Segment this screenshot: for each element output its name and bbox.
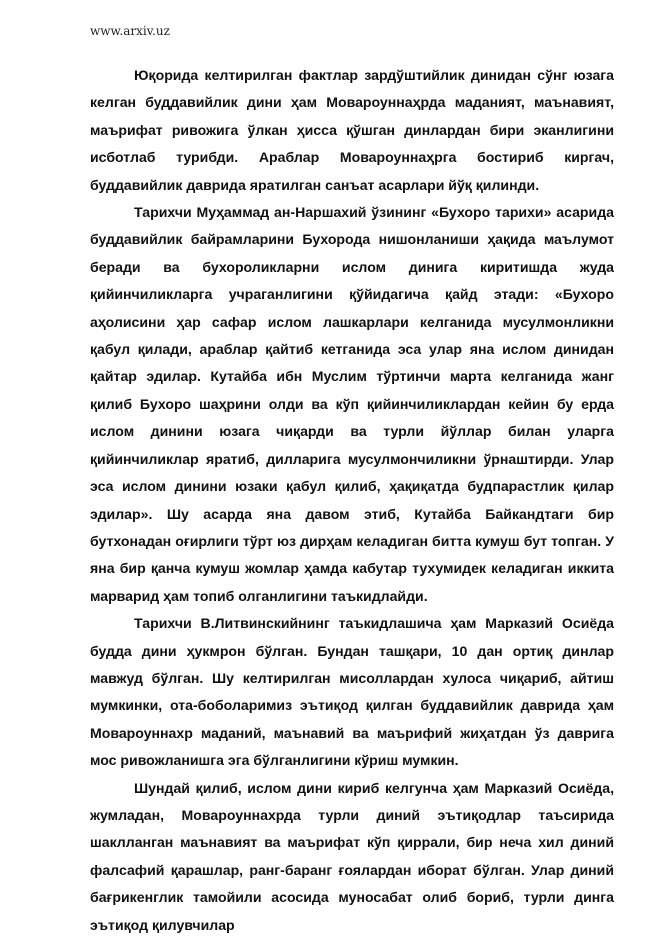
site-url: www.arxiv.uz bbox=[90, 24, 170, 38]
document-body bbox=[90, 62, 614, 939]
paragraph-2: Тарихчи Муҳаммад ан-Наршахий ўзининг «Бухоро тарихи» асарида буддавийлик байрамларини Бухорода нишонланиши ҳақида маълумот беради ва бухороликларни ислом динига киритишда жуда қийинчиликларга учраганлигини қўйидагича қайд этади: «Бухоро аҳолисини ҳар сафар ислом лашкарлари келганида мусулмонликни қабул қилади, араблар қайтиб кетганида эса улар яна ислом динидан қайтар эдилар. Кутайба ибн Муслим тўртинчи марта келганида жанг қилиб Бухоро шаҳрини олди ва кўп қийинчиликлардан кейин бу ерда ислом динини юзага чиқарди ва турли йўллар билан уларга қийинчиликлар яратиб, дилларига мусулмончиликни ўрнаштирди. Улар эса ислом динини юзаки қабул қилиб, ҳақиқатда будпарастлик қилар эдилар». Шу асарда яна давом этиб, Кутайба Байкандтаги бир бутхонадан оғирлиги тўрт юз дирҳам келадиган битта кумуш бут топган. У яна бир қанча кумуш жомлар ҳамда кабутар тухумидек келадиган иккита марварид ҳам топиб олганлигини таъкидлайди. bbox=[90, 204, 614, 604]
paragraph-3: Тарихчи В.Литвинскийнинг таъкидлашича ҳам Марказий Осиёда будда дини ҳукмрон бўлган. Бундан ташқари, 10 дан ортиқ динлар мавжуд бўлган. Шу келтирилган мисоллардан хулоса чиқариб, айтиш мумкинки, ота-боболаримиз эътиқод қилган буддавийлик даврида ҳам Мовароуннахр маданий, маънавий ва маърифий жиҳатдан ўз даврига мос ривожланишга эга бўлганлигини кўриш мумкин. bbox=[90, 615, 614, 769]
paragraph-4: Шундай қилиб, ислом дини кириб келгунча ҳам Марказий Осиёда, жумладан, Мовароуннахрда турли диний эътиқодлар таъсирида шаклланган маънавият ва маърифат кўп қиррали, бир неча хил диний фалсафий қарашлар, ранг-баранг ғоялардан иборат бўлган. Улар диний бағрикенглик тамойили асосида муносабат олиб бориб, турли динга эътиқод қилувчилар bbox=[90, 779, 614, 933]
paragraph-1: Юқорида келтирилган фактлар зардўштийлик динидан сўнг юзага келган буддавийлик дини ҳам Мовароуннаҳрда маданият, маънавият, маърифат ривожига ўлкан ҳисса қўшган динлардан бири эканлигини исботлаб турибди. Араблар Мовароуннаҳрга бостириб киргач, буддавийлик даврида яратилган санъат асарлари йўқ қилинди. bbox=[90, 67, 614, 193]
